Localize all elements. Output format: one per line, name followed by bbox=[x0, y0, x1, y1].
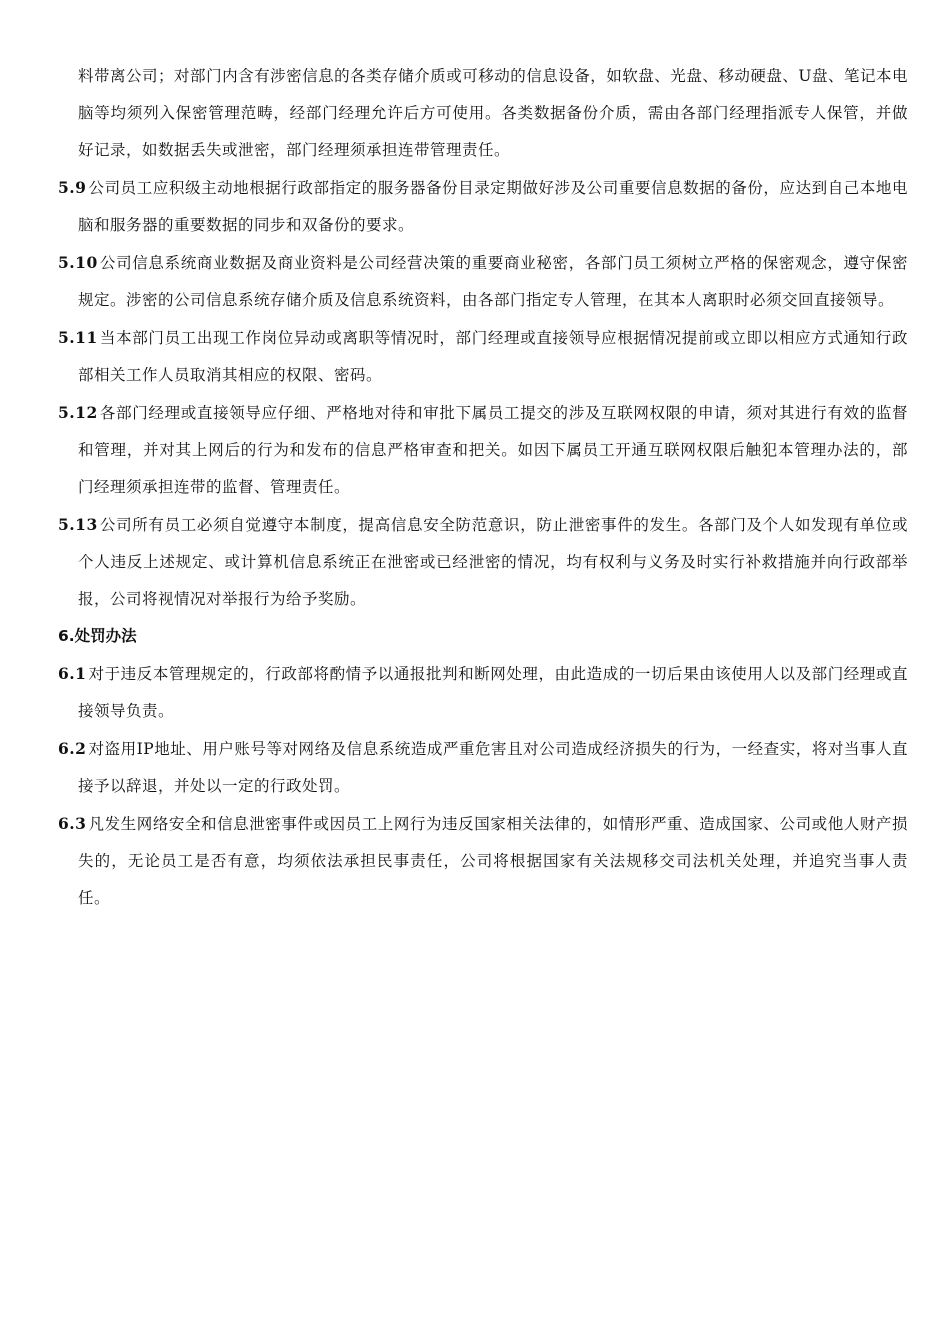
clause-text: 公司员工应积级主动地根据行政部指定的服务器备份目录定期做好涉及公司重要信息数据的备份，应达到自己本地电脑和服务器的重要数据的同步和双备份的要求。 bbox=[78, 179, 908, 234]
clause-number: 6.2 bbox=[58, 739, 87, 758]
clause-5-12 bbox=[58, 394, 908, 506]
clause-text: 各部门经理或直接领导应仔细、严格地对待和审批下属员工提交的涉及互联网权限的申请，须对其进行有效的监督和管理，并对其上网后的行为和发布的信息严格审查和把关。如因下属员工开通互联网权限后触犯本管理办法的，部门经理须承担连带的监督、管理责任。 bbox=[78, 404, 908, 496]
clause-number: 5.9 bbox=[58, 178, 87, 197]
clause-text: 公司所有员工必须自觉遵守本制度，提高信息安全防范意识，防止泄密事件的发生。各部门及个人如发现有单位或个人违反上述规定、或计算机信息系统正在泄密或已经泄密的情况，均有权利与义务及时实行补救措施并向行政部举报，公司将视情况对举报行为给予奖励。 bbox=[78, 516, 908, 608]
clause-6-2 bbox=[58, 730, 908, 805]
clause-5-10 bbox=[58, 244, 908, 319]
clause-text: 对盗用IP地址、用户账号等对网络及信息系统造成严重危害且对公司造成经济损失的行为，一经查实，将对当事人直接予以辞退，并处以一定的行政处罚。 bbox=[78, 740, 908, 795]
clause-text: 当本部门员工出现工作岗位异动或离职等情况时，部门经理或直接领导应根据情况提前或立即以相应方式通知行政部相关工作人员取消其相应的权限、密码。 bbox=[78, 329, 908, 384]
clause-text: 凡发生网络安全和信息泄密事件或因员工上网行为违反国家相关法律的，如情形严重、造成国家、公司或他人财产损失的，无论员工是否有意，均须依法承担民事责任，公司将根据国家有关法规移交司法机关处理，并追究当事人责任。 bbox=[78, 815, 908, 907]
clause-number: 6.1 bbox=[58, 664, 87, 683]
document-page bbox=[58, 58, 908, 917]
clause-5-13 bbox=[58, 506, 908, 618]
clause-number: 5.11 bbox=[58, 328, 98, 347]
clause-number: 6.3 bbox=[58, 814, 87, 833]
section-heading: 6.处罚办法 bbox=[58, 627, 137, 645]
clause-number: 5.10 bbox=[58, 253, 98, 272]
clause-number: 5.12 bbox=[58, 403, 98, 422]
clause-text: 公司信息系统商业数据及商业资料是公司经营决策的重要商业秘密，各部门员工须树立严格的保密观念，遵守保密规定。涉密的公司信息系统存储介质及信息系统资料，由各部门指定专人管理，在其本人离职时必须交回直接领导。 bbox=[78, 254, 908, 309]
clause-5-11 bbox=[58, 319, 908, 394]
clause-5-9 bbox=[58, 169, 908, 244]
clause-6-1 bbox=[58, 655, 908, 730]
clause-number: 5.13 bbox=[58, 515, 98, 534]
clause-text: 对于违反本管理规定的，行政部将酌情予以通报批判和断网处理，由此造成的一切后果由该使用人以及部门经理或直接领导负责。 bbox=[78, 665, 908, 720]
continuation-paragraph: 料带离公司；对部门内含有涉密信息的各类存储介质或可移动的信息设备，如软盘、光盘、移动硬盘、U盘、笔记本电脑等均须列入保密管理范畴，经部门经理允许后方可使用。各类数据备份介质，需由各部门经理指派专人保管，并做好记录，如数据丢失或泄密，部门经理须承担连带管理责任。 bbox=[78, 67, 908, 159]
clause-6-3 bbox=[58, 805, 908, 917]
